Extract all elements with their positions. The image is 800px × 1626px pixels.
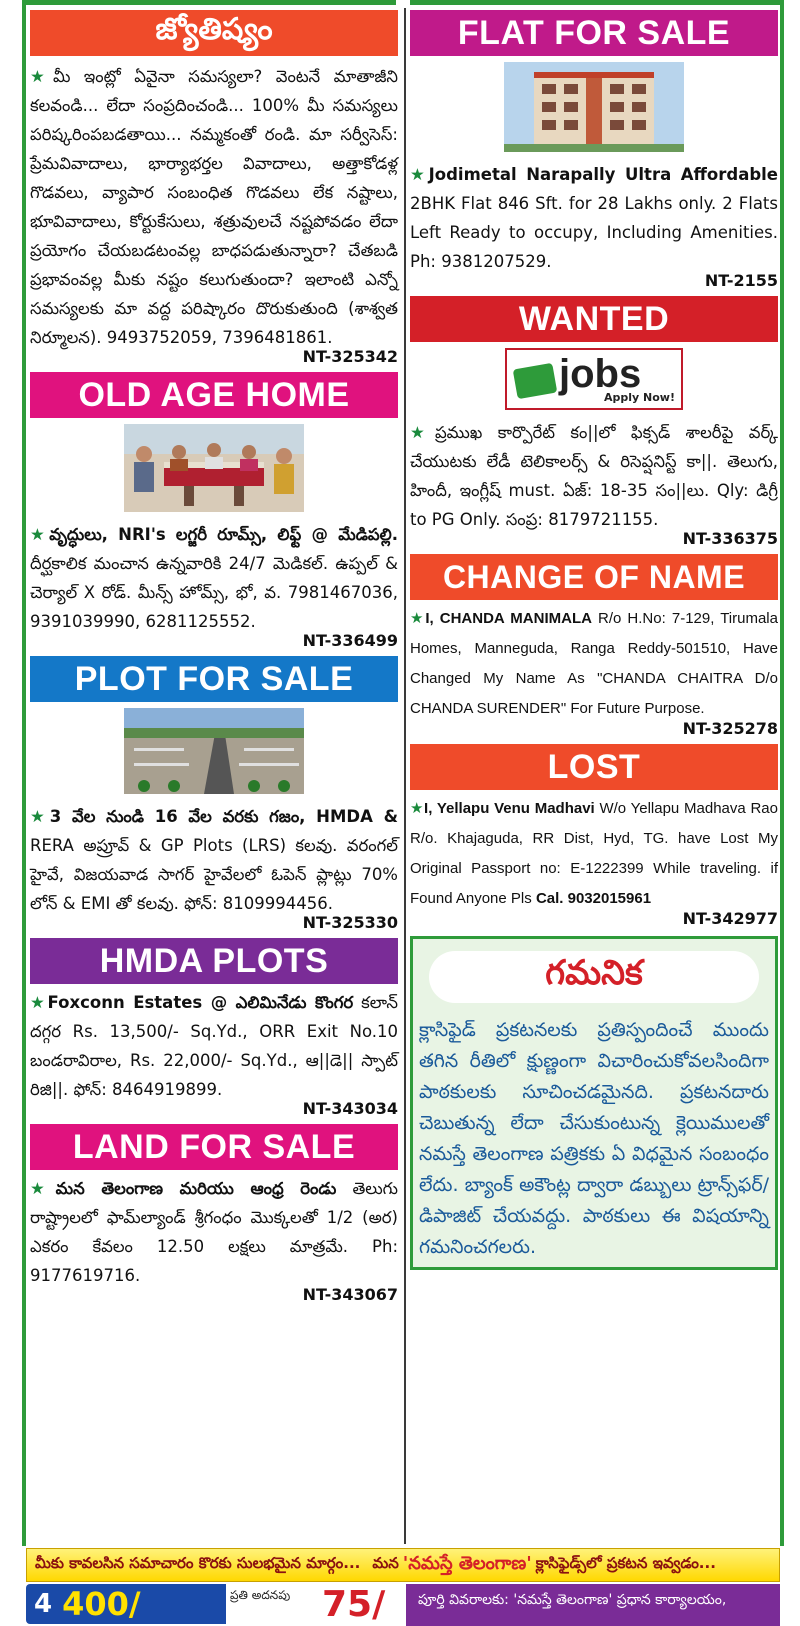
- ad-land-for-sale: [30, 1174, 398, 1290]
- column-divider: [404, 8, 406, 1544]
- ad-lead: మన తెలంగాణ మరియు ఆంధ్ర రెండు: [55, 1179, 337, 1198]
- ad-code: NT-325278: [682, 719, 778, 738]
- heading-land-for-sale: LAND FOR SALE: [30, 1124, 398, 1170]
- ad-jyotishyam: [30, 62, 398, 352]
- ad-text: R/o H.No: 7-129, Tirumala Homes, Manneguda, Ranga Reddy-501510, Have Changed My Name As "CHANDA CHAITRA D/o CHANDA SURENDER" For Future Purpose.: [410, 610, 778, 717]
- ad-code: NT-2155: [704, 271, 778, 290]
- footer-row: [26, 1584, 780, 1626]
- star-icon: ★: [410, 800, 425, 817]
- ad-change-of-name: [410, 604, 778, 724]
- star-icon: ★: [30, 993, 48, 1012]
- ad-text: కలాన్ దగ్గర Rs. 13,500/- Sq.Yd., ORR Exit No.10 బండరావిరాల, Rs. 22,000/- Sq.Yd., ఆ||డె|| స్పాట్ రిజి||. ఫోన్: 8464919899.: [30, 993, 398, 1099]
- jobs-word: jobs: [559, 352, 642, 396]
- footer-strip-mid: మన: [372, 1554, 399, 1572]
- ad-lead: 3 వేల నుండి 16 వేల వరకు గజం, HMDA &: [49, 807, 398, 826]
- price-badge: [26, 1584, 226, 1624]
- ad-old-age-home: [30, 520, 398, 636]
- ad-lead: I, Yellapu Venu Madhavi: [424, 800, 595, 817]
- heading-change-of-name: CHANGE OF NAME: [410, 554, 778, 600]
- star-icon: ★: [410, 423, 435, 442]
- badge-number: 4: [34, 1589, 53, 1619]
- ad-text: తెలుగు రాష్ట్రాలలో ఫామ్‌ల్యాండ్ శ్రీగంధం మొక్కలతో 1/2 (అర) ఎకరం కేవలం 12.50 లక్షలు మాత్రమే. Ph: 9177619716.: [30, 1179, 399, 1285]
- old-age-home-photo: [124, 424, 304, 512]
- ad-code: NT-343067: [302, 1285, 398, 1304]
- ad-lead: Foxconn Estates @ ఎలిమినేడు కొంగర: [47, 993, 354, 1012]
- ad-lead: వృద్ధులు, NRI's లగ్జరీ రూమ్స్, లిఫ్ట్ @ మేడిపల్లి.: [49, 525, 398, 544]
- ad-text: మీ ఇంట్లో ఏవైనా సమస్యలా? వెంటనే మాతాజీని కలవండి... లేదా సంప్రదించండి... 100% మీ సమస్యలు పరిష్కరింపబడతాయి... నమ్మకంతో రండి. మా సర్వీసెస్: ప్రేమవివాదాలు, భార్యాభర్తల వివాదాలు, అత్తాకోడళ్ల గొడవలు, వ్యాపార సంబంధిత గొడవలు లేక నష్టాలు, భూవివాదాలు, కోర్టుకేసులు, శత్రువులచే నష్టపోవడం లేదా ప్రయోగం చేయబడటంవల్ల బాధపడుతున్నారా? చేతబడి ప్రభావంవల్ల మీకు నష్టం కలుగుతుందా? ఇలాంటి ఎన్నో సమస్యలకు మా వద్ద పరిష్కారం దొరుకుతుంది (శాశ్వత నిర్మూలన). 9493752059, 7396481861.: [30, 67, 399, 347]
- notice-title: గమనిక: [429, 951, 759, 1003]
- footer-contact: పూర్తి వివరాలకు: 'నమస్తే తెలంగాణ' ప్రధాన కార్యాలయం,: [406, 1584, 780, 1626]
- ad-code: NT-336375: [682, 529, 778, 548]
- ad-code: NT-325330: [302, 913, 398, 932]
- ad-hmda-plots: [30, 988, 398, 1104]
- star-icon: ★: [30, 807, 50, 826]
- heading-jyotishyam: జ్యోతిష్యం: [30, 10, 398, 56]
- footer-brand: 'నమస్తే తెలంగాణ': [402, 1552, 532, 1574]
- notice-text: క్లాసిఫైడ్ ప్రకటనలకు ప్రతిస్పందించే ముందు తగిన రీతిలో క్షుణ్ణంగా విచారించుకోవలసిందిగా పాఠకులకు సూచించడమైనది. ప్రకటనదారు చెబుతున్న లేదా చేసుకుంటున్న క్లెయిములతో నమస్తే తెలంగాణ పత్రికకు ఏ విధమైన సంబంధం లేదు. బ్యాంక్ అకౌంట్ల ద్వారా డబ్బులు ట్రాన్స్‌ఫర్/డిపాజిట్ చేయవద్దు. పాఠకులు ఈ విషయాన్ని గమనించగలరు.: [419, 1019, 769, 1258]
- right-column: [410, 10, 778, 1270]
- footer-strip-left: మీకు కావలసిన సమాచారం కొరకు సులభమైన మార్గం...: [35, 1554, 361, 1572]
- ad-wanted: [410, 418, 778, 534]
- extra-price: 75/: [322, 1584, 386, 1625]
- ad-text: ప్రముఖ కార్పొరేట్ కం||లో ఫిక్సడ్ శాలరీపై వర్క్ చేయుటకు లేడీ టెలికాలర్స్ & రిసెప్షనిస్ట్ కా||. తెలుగు, హిందీ, ఇంగ్లీష్ must. ఏజ్: 18-35 సం||లు. Qly: డిగ్రీ to PG Only. సంప్ర: 8179721155.: [410, 423, 778, 529]
- heading-hmda-plots: HMDA PLOTS: [30, 938, 398, 984]
- flat-photo: [504, 62, 684, 152]
- heading-lost: LOST: [410, 744, 778, 790]
- footer-strip-right: క్లాసిఫైడ్స్‌లో ప్రకటన ఇవ్వడం...: [535, 1554, 716, 1572]
- ad-text: దీర్ఘకాలిక మంచాన ఉన్నవారికి 24/7 మెడికల్. ఉప్పల్ & చెర్యాల్ X రోడ్. మీన్స్ హోమ్స్, భో, వ. 7981467036, 9391039990, 6281125552.: [30, 554, 398, 631]
- ad-code: NT-342977: [682, 909, 778, 928]
- ad-lost: [410, 794, 778, 914]
- ad-plot-for-sale: [30, 802, 398, 918]
- ad-text: W/o Yellapu Madhava Rao R/o. Khajaguda, RR Dist, Hyd, TG. have Lost My Original Passport no: E-1222399 While traveling. if Found Anyone Pls: [410, 800, 778, 907]
- jobs-sub: Apply Now!: [604, 391, 675, 404]
- ad-text: 2BHK Flat 846 Sft. for 28 Lakhs only. 2 Flats Left Ready to occupy, Including Amenities. Ph: 9381207529.: [410, 194, 778, 271]
- notice-box: [410, 936, 778, 1270]
- badge-price: 400/: [62, 1585, 141, 1623]
- star-icon: ★: [410, 610, 426, 627]
- footer-banner: [26, 1548, 780, 1626]
- extra-note: ప్రతి అదనపు: [230, 1588, 291, 1602]
- heading-wanted: WANTED: [410, 296, 778, 342]
- star-icon: ★: [30, 67, 53, 86]
- ad-flat-for-sale: [410, 160, 778, 276]
- star-icon: ★: [30, 1179, 56, 1198]
- briefcase-icon: [513, 363, 558, 399]
- heading-flat-for-sale: FLAT FOR SALE: [410, 10, 778, 56]
- heading-old-age-home: OLD AGE HOME: [30, 372, 398, 418]
- heading-plot-for-sale: PLOT FOR SALE: [30, 656, 398, 702]
- footer-strip: [26, 1548, 780, 1582]
- star-icon: ★: [30, 525, 50, 544]
- jobs-logo: [505, 348, 683, 410]
- ad-code: NT-336499: [302, 631, 398, 650]
- star-icon: ★: [410, 165, 429, 184]
- ad-phone: Cal. 9032015961: [535, 890, 652, 907]
- ad-code: NT-325342: [302, 347, 398, 366]
- left-column: [30, 10, 398, 1310]
- footer-pricing: [26, 1584, 406, 1626]
- ad-code: NT-343034: [302, 1099, 398, 1118]
- ad-lead: I, CHANDA MANIMALA: [425, 610, 592, 627]
- ad-text: RERA అప్రూవ్ & GP Plots (LRS) కలవు. వరంగల్ హైవే, విజయవాడ సాగర్ హైవేలలో ఓపెన్ ప్లాట్లు 70% లోన్ & EMI తో కలవు. ఫోన్: 8109994456.: [30, 836, 398, 913]
- plot-photo: [124, 708, 304, 794]
- ad-lead: Jodimetal Narapally Ultra Affordable: [428, 165, 778, 184]
